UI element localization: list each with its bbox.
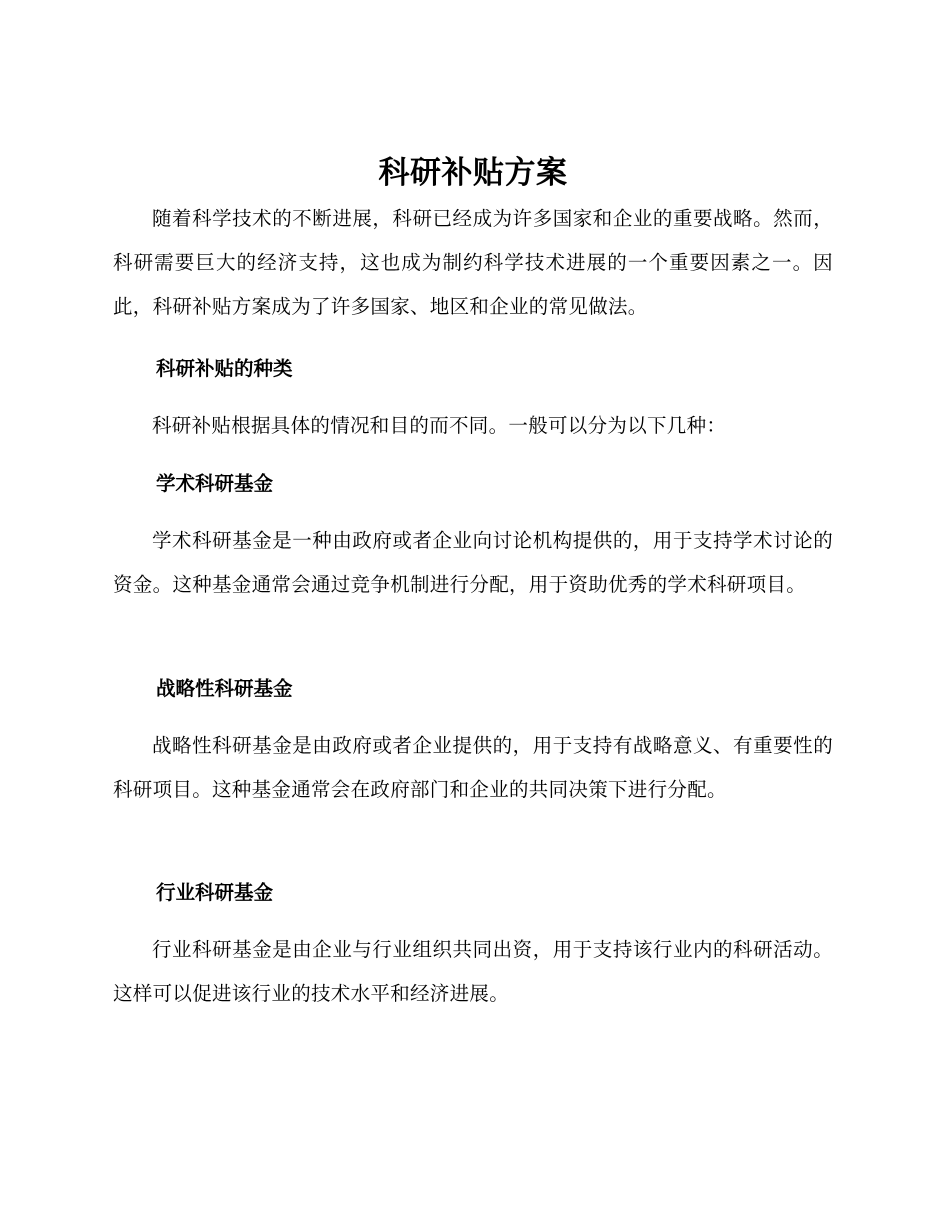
section-heading-industry-fund: 行业科研基金 [156,881,274,904]
intro-paragraph: 随着科学技术的不断进展，科研已经成为许多国家和企业的重要战略。然而，科研需要巨大的经济支持，这也成为制约科学技术进展的一个重要因素之一。因此，科研补贴方案成为了许多国家、地区和企业的常见做法。 [113,207,833,318]
section-body-academic-fund: 学术科研基金是一种由政府或者企业向讨论机构提供的，用于支持学术讨论的资金。这种基金通常会通过竞争机制进行分配，用于资助优秀的学术科研项目。 [113,529,833,596]
section-heading-academic-fund: 学术科研基金 [156,472,274,495]
section-heading-strategic-fund: 战略性科研基金 [156,677,293,700]
section-body-subsidy-types: 科研补贴根据具体的情况和目的而不同。一般可以分为以下几种： [152,414,727,437]
section-body-industry-fund: 行业科研基金是由企业与行业组织共同出资，用于支持该行业内的科研活动。这样可以促进该行业的技术水平和经济进展。 [113,938,833,1005]
document-title: 科研补贴方案 [378,155,568,191]
section-heading-subsidy-types: 科研补贴的种类 [156,357,293,380]
section-body-strategic-fund: 战略性科研基金是由政府或者企业提供的，用于支持有战略意义、有重要性的科研项目。这种基金通常会在政府部门和企业的共同决策下进行分配。 [113,734,833,801]
